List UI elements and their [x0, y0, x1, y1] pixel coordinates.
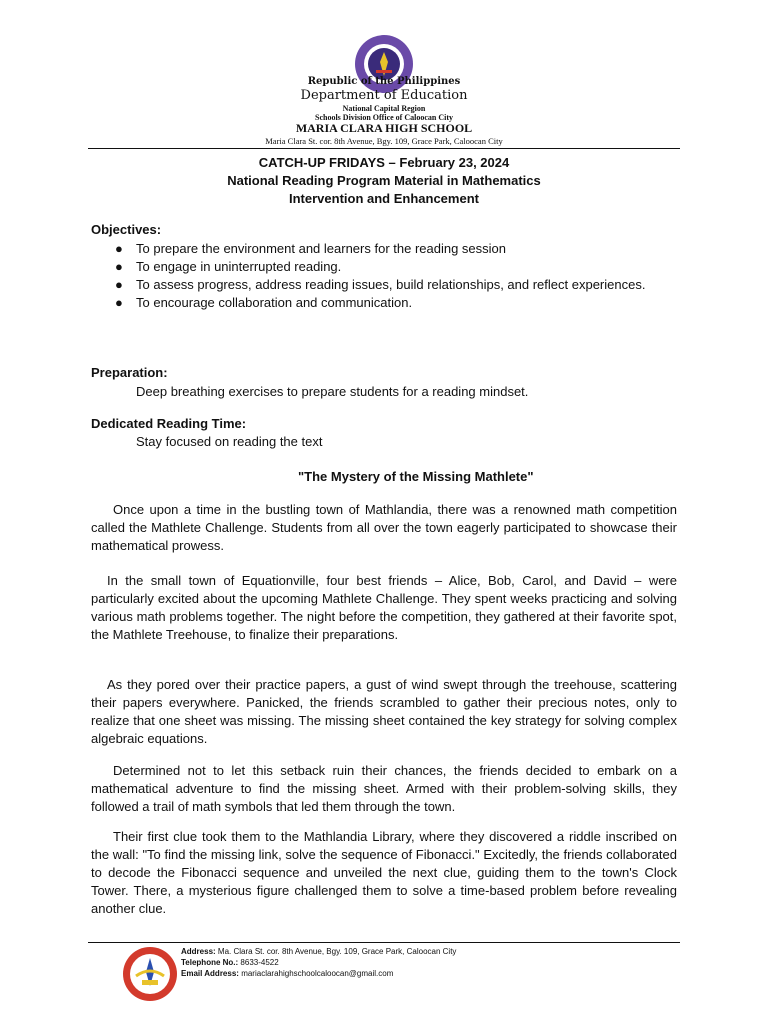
document-subtitle-2: Intervention and Enhancement: [289, 191, 479, 206]
region-line: National Capital Region: [342, 104, 426, 113]
bullet-icon: ●: [115, 241, 123, 256]
bullet-icon: ●: [115, 295, 123, 310]
footer-contact: [181, 946, 456, 979]
school-logo-icon: [122, 946, 178, 1002]
footer-phone-row: Telephone No.: 8633-4522: [181, 958, 279, 967]
footer-email-row: Email Address: mariaclarahighschoolcaloocan@gmail.com: [181, 969, 394, 978]
story-paragraph: Once upon a time in the bustling town of Mathlandia, there was a renowned math competition called the Mathlete Challenge. Students from all over the town eagerly participated to showcase their mathematical prowess.: [91, 502, 677, 553]
story-title: "The Mystery of the Missing Mathlete": [298, 469, 534, 484]
list-item: ● To engage in uninterrupted reading.: [115, 259, 342, 274]
bullet-icon: ●: [115, 259, 123, 274]
objectives-heading: Objectives:: [91, 222, 162, 237]
footer-divider: [88, 942, 680, 943]
header-divider: [88, 148, 680, 149]
footer-address-row: Address: Ma. Clara St. cor. 8th Avenue, Bgy. 109, Grace Park, Caloocan City: [181, 947, 457, 956]
preparation-heading: Preparation:: [91, 365, 168, 380]
list-item: ● To assess progress, address reading issues, build relationships, and reflect experiences.: [115, 277, 646, 292]
republic-line: Republic of the Philippines: [307, 76, 461, 87]
department-line: Department of Education: [300, 88, 468, 103]
division-line: Schools Division Office of Caloocan City: [315, 113, 453, 122]
list-item: ● To encourage collaboration and communication.: [115, 295, 413, 310]
document-subtitle: National Reading Program Material in Mathematics: [227, 173, 541, 188]
bullet-icon: ●: [115, 277, 123, 292]
reading-time-text: Stay focused on reading the text: [136, 434, 323, 449]
school-name: MARIA CLARA HIGH SCHOOL: [295, 121, 473, 135]
story-paragraph: As they pored over their practice papers, a gust of wind swept through the treehouse, scattering their papers everywhere. Panicked, the friends scrambled to gather their precious notes, only to realize that one sheet was missing. The missing sheet contained the key strategy for solving complex algebraic equations.: [91, 677, 677, 746]
document-title: CATCH-UP FRIDAYS – February 23, 2024: [258, 155, 510, 170]
list-item: ● To prepare the environment and learners for the reading session: [115, 241, 506, 256]
preparation-text: Deep breathing exercises to prepare students for a reading mindset.: [136, 384, 529, 399]
objectives-list: [91, 240, 671, 312]
story-paragraph: Their first clue took them to the Mathlandia Library, where they discovered a riddle inscribed on the wall: "To find the missing link, solve the sequence of Fibonacci." Excitedly, the friends collaborated to decode the Fibonacci sequence and unveiled the next clue, guiding them to the town's Clock Tower. There, a mysterious figure challenged them to solve a time-based problem before revealing another clue.: [91, 829, 677, 916]
school-address: Maria Clara St. cor. 8th Avenue, Bgy. 109, Grace Park, Caloocan City: [265, 136, 503, 146]
story-paragraph: Determined not to let this setback ruin their chances, the friends decided to embark on a mathematical adventure to find the missing sheet. Armed with their problem-solving skills, they followed a trail of math symbols that led them through the town.: [91, 763, 677, 814]
story-paragraph: In the small town of Equationville, four best friends – Alice, Bob, Carol, and David – were particularly excited about the upcoming Mathlete Challenge. They spent weeks practicing and solving various math problems together. The night before the competition, they gathered at their favorite spot, the Mathlete Treehouse, to finalize their preparations.: [91, 573, 677, 642]
reading-time-heading: Dedicated Reading Time:: [91, 416, 247, 431]
